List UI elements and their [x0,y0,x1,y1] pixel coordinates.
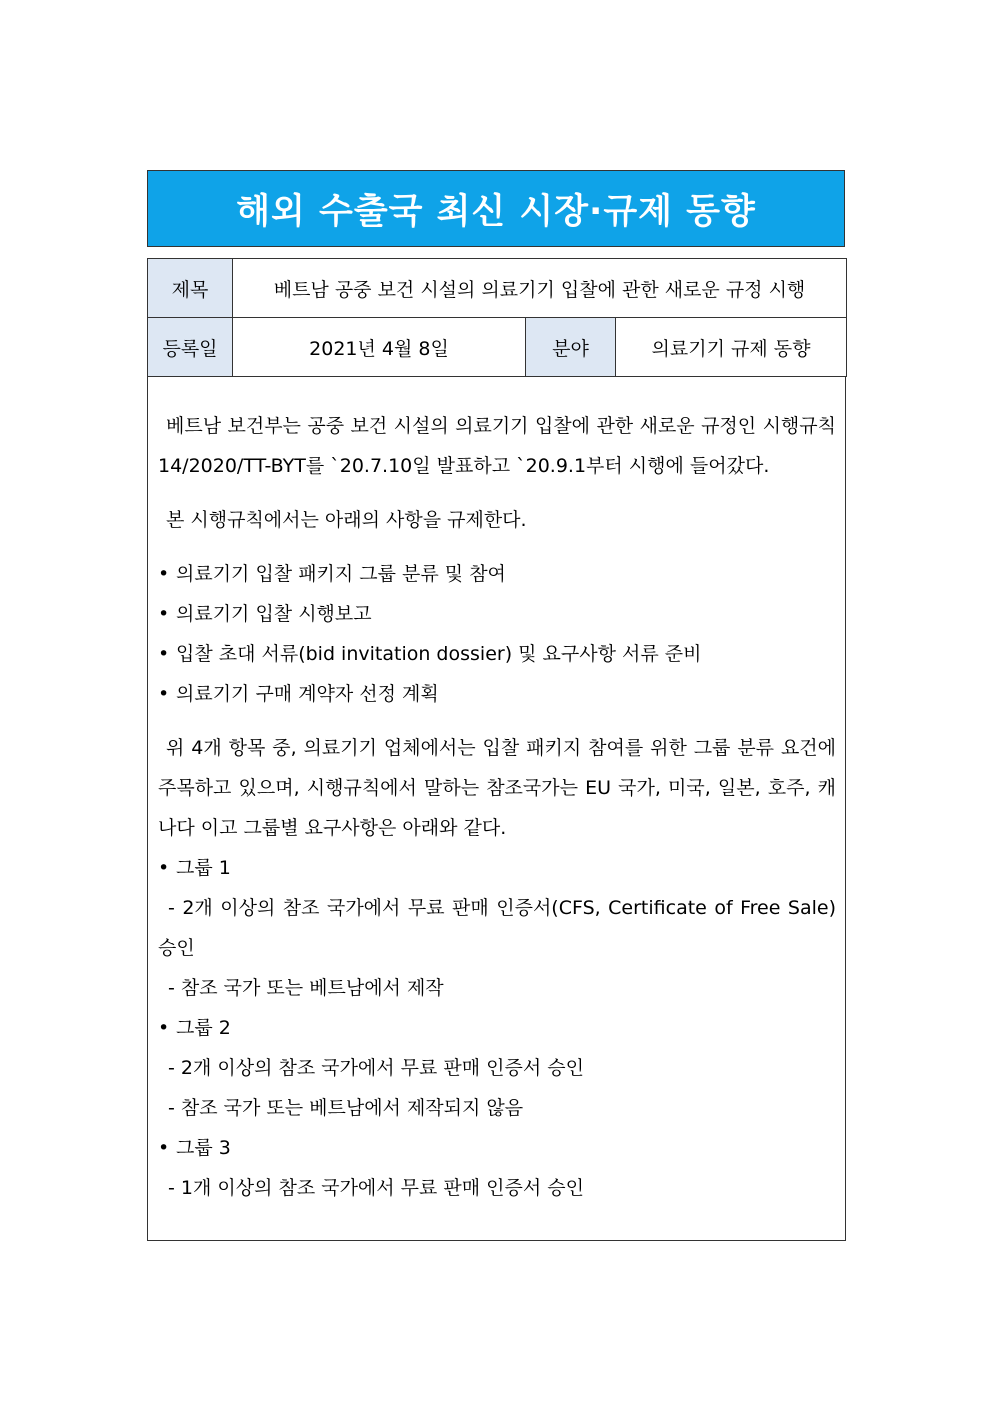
meta-row [148,318,847,377]
group-requirement: - 1개 이상의 참조 국가에서 무료 판매 인증서 승인 [168,1177,584,1199]
bullet-icon: • [158,643,170,665]
date-value: 2021년 4월 8일 [233,318,526,377]
bullet-icon: • [158,1137,170,1159]
bullet-icon: • [158,603,170,625]
group-requirement: - 2개 이상의 참조 국가에서 무료 판매 인증서 승인 [168,1057,584,1079]
date-label: 등록일 [148,318,233,377]
subject-label: 제목 [148,259,233,318]
intro-paragraph: 베트남 보건부는 공중 보건 시설의 의료기기 입찰에 관한 새로운 규정인 시행규칙 14/2020/TT-BYT를 `20.7.10일 발표하고 `20.9.1부터 시행에 들어갔다. [158,415,836,477]
bullet-icon: • [158,563,170,585]
subject-row [148,259,847,318]
page-title: 해외 수출국 최신 시장·규제 동향 [236,191,756,232]
title-banner [147,170,845,247]
bullet-icon: • [158,683,170,705]
group-list [158,848,836,1208]
bullet-icon: • [158,1017,170,1039]
list-item: • 의료기기 입찰 시행보고 [158,594,836,634]
regulates-intro: 본 시행규칙에서는 아래의 사항을 규제한다. [166,509,527,531]
group-title: • 그룹 2 [158,1008,836,1048]
group-requirement: - 참조 국가 또는 베트남에서 제작되지 않음 [168,1097,524,1119]
info-table [147,258,847,377]
regulated-list [158,554,836,714]
list-item: • 의료기기 입찰 패키지 그룹 분류 및 참여 [158,554,836,594]
group-title: • 그룹 1 [158,848,836,888]
field-label: 분야 [526,318,616,377]
groups-intro: 위 4개 항목 중, 의료기기 업체에서는 입찰 패키지 참여를 위한 그룹 분류 요건에 주목하고 있으며, 시행규칙에서 말하는 참조국가는 EU 국가, 미국, 일본, 호주, 캐나다 이고 그룹별 요구사항은 아래와 같다. [158,737,836,839]
subject-value: 베트남 공중 보건 시설의 의료기기 입찰에 관한 새로운 규정 시행 [233,259,847,318]
group-requirement: - 2개 이상의 참조 국가에서 무료 판매 인증서(CFS, Certificate of Free Sale) 승인 [158,897,836,959]
group-title: • 그룹 3 [158,1128,836,1168]
article-body [158,406,836,1208]
content-box [147,376,846,1241]
field-value: 의료기기 규제 동향 [616,318,847,377]
list-item: • 의료기기 구매 계약자 선정 계획 [158,674,836,714]
bullet-icon: • [158,857,170,879]
list-item: • 입찰 초대 서류(bid invitation dossier) 및 요구사항 서류 준비 [158,634,836,674]
group-requirement: - 참조 국가 또는 베트남에서 제작 [168,977,444,999]
